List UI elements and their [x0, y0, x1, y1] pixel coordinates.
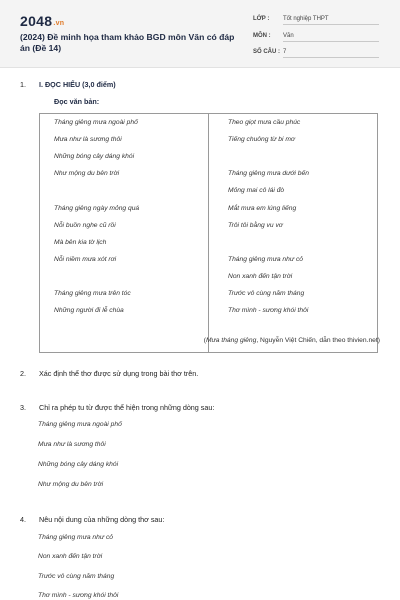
meta-key: MÔN :: [253, 32, 271, 39]
poem-line: Tiếng chuông từ bi mơ: [228, 136, 295, 143]
verse-line: Non xanh đến tận trời: [38, 553, 103, 560]
question-number: 2.: [20, 369, 26, 378]
reading-instruction: Đọc văn bản:: [54, 97, 100, 106]
question-text: Chỉ ra phép tu từ được thể hiện trong những dòng sau:: [39, 403, 215, 412]
verse-line: Tháng giêng mưa ngoài phố: [38, 421, 122, 428]
question-text: Nêu nội dung của những dòng thơ sau:: [39, 515, 165, 524]
meta-row-count: [253, 45, 381, 62]
verse-line: Những bóng cây dáng khói: [38, 461, 119, 468]
poem-line: Trôi tôi bằng vu vơ: [228, 222, 283, 229]
logo-suffix: .vn: [53, 20, 65, 27]
poem-line: Trước vô cùng năm tháng: [228, 290, 305, 297]
poem-line: Mà bên kia tờ lịch: [54, 239, 107, 246]
meta-row-subject: [253, 29, 381, 46]
document-title: (2024) Đề minh họa tham khảo BGD môn Văn có đáp án (Đề 14): [20, 32, 235, 53]
question-number: 4.: [20, 515, 26, 524]
logo-text: 2048: [20, 13, 53, 29]
poem-line: Tháng giêng mưa trên tóc: [54, 290, 131, 297]
verse-line: Tháng giêng mưa như cỏ: [38, 534, 114, 541]
source-title: Mưa tháng giêng: [205, 337, 257, 344]
poem-line: Nỗi niềm mưa xót rơi: [54, 256, 117, 263]
verse-line: Như mộng du bên trời: [38, 481, 104, 488]
poem-line: Mắt mưa em lúng liếng: [228, 205, 297, 212]
meta-key: LỚP :: [253, 16, 270, 22]
poem-line: Những bóng cây dáng khói: [54, 153, 135, 160]
poem-line: Thơ mình - sương khói thôi: [228, 307, 309, 314]
question-text: Xác định thể thơ được sử dụng trong bài thơ trên.: [39, 369, 199, 378]
poem-line: Tháng giêng ngày mỏng quá: [54, 205, 140, 212]
poem-line: Mỏng mai cô lái đò: [228, 187, 285, 194]
site-logo[interactable]: [20, 13, 64, 29]
verse-line: Thơ mình - sương khói thôi: [38, 592, 119, 599]
section-heading: I. ĐỌC HIỂU (3,0 điểm): [39, 80, 116, 89]
poem-line: Nỗi buồn nghe cũ rồi: [54, 222, 116, 229]
page-header: [0, 0, 400, 68]
poem-line: Tháng giêng mưa ngoài phố: [54, 119, 138, 126]
question-number: 1.: [20, 80, 26, 89]
meta-value: Văn: [283, 33, 379, 42]
poem-table: [39, 113, 378, 353]
source-rest: , Nguyễn Việt Chiến, dẫn theo thivien.net): [256, 337, 380, 344]
meta-row-class: [253, 12, 381, 29]
meta-key: SỐ CÂU :: [253, 49, 280, 55]
source-open: (: [203, 337, 206, 344]
poem-line: Mưa như là sương thôi: [54, 136, 122, 143]
poem-line: Như mộng du bên trời: [54, 170, 120, 177]
poem-line: Những người đi lễ chùa: [54, 307, 124, 314]
question-number: 3.: [20, 403, 26, 412]
meta-value: Tốt nghiệp THPT: [283, 16, 379, 25]
poem-source: [204, 337, 380, 344]
meta-info: [253, 12, 381, 62]
meta-value: 7: [283, 49, 379, 58]
poem-line: Tháng giêng mưa như cỏ: [228, 256, 304, 263]
verse-line: Trước vô cùng năm tháng: [38, 573, 115, 580]
poem-line: Non xanh đến tận trời: [228, 273, 293, 280]
poem-line: Tháng giêng mưa dưới bến: [228, 170, 309, 177]
poem-line: Theo giọt mưa cầu phúc: [228, 119, 301, 126]
verse-line: Mưa như là sương thôi: [38, 441, 106, 448]
column-divider: [208, 114, 209, 352]
